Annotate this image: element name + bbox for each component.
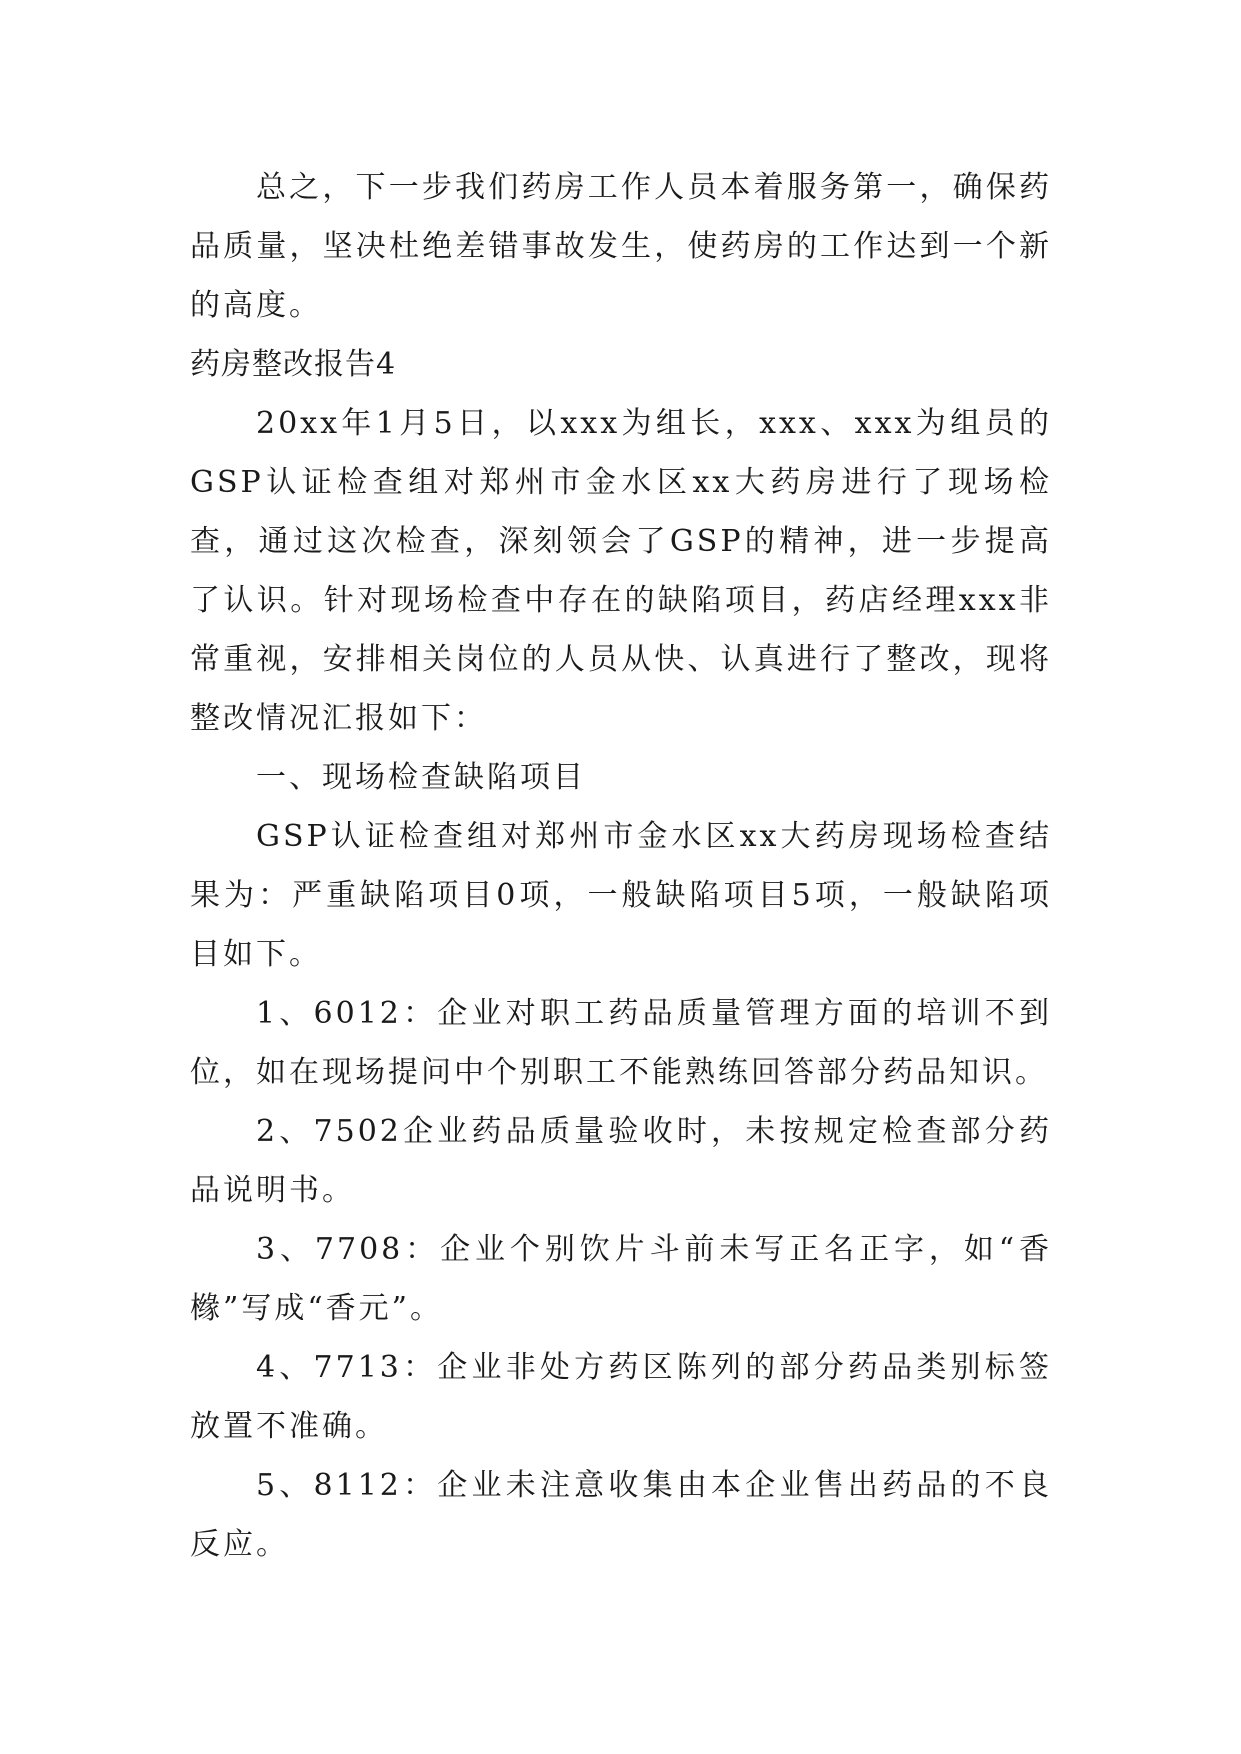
subheading-defects: 一、现场检查缺陷项目 xyxy=(256,760,586,795)
defect-item-1: 1、6012：企业对职工药品质量管理方面的培训不到位，如在现场提问中个别职工不能熟练回答部分药品知识。 xyxy=(190,996,1052,1090)
document-body xyxy=(190,158,1052,1574)
defect-item-3: 3、7708：企业个别饮片斗前未写正名正字，如“香橼”写成“香元”。 xyxy=(190,1232,1052,1326)
paragraph-conclusion: 总之，下一步我们药房工作人员本着服务第一，确保药品质量，坚决杜绝差错事故发生，使药房的工作达到一个新的高度。 xyxy=(190,170,1052,323)
paragraph-intro: 20xx年1月5日，以xxx为组长，xxx、xxx为组员的GSP认证检查组对郑州市金水区xx大药房进行了现场检查，通过这次检查，深刻领会了GSP的精神，进一步提高了认识。针对现场检查中存在的缺陷项目，药店经理xxx非常重视，安排相关岗位的人员从快、认真进行了整改，现将整改情况汇报如下： xyxy=(190,406,1052,736)
paragraph-result: GSP认证检查组对郑州市金水区xx大药房现场检查结果为：严重缺陷项目0项，一般缺陷项目5项，一般缺陷项目如下。 xyxy=(190,819,1052,972)
section-heading: 药房整改报告4 xyxy=(190,347,397,382)
defect-item-5: 5、8112：企业未注意收集由本企业售出药品的不良反应。 xyxy=(190,1468,1052,1562)
defect-item-2: 2、7502企业药品质量验收时，未按规定检查部分药品说明书。 xyxy=(190,1114,1052,1208)
defect-item-4: 4、7713：企业非处方药区陈列的部分药品类别标签放置不准确。 xyxy=(190,1350,1052,1444)
